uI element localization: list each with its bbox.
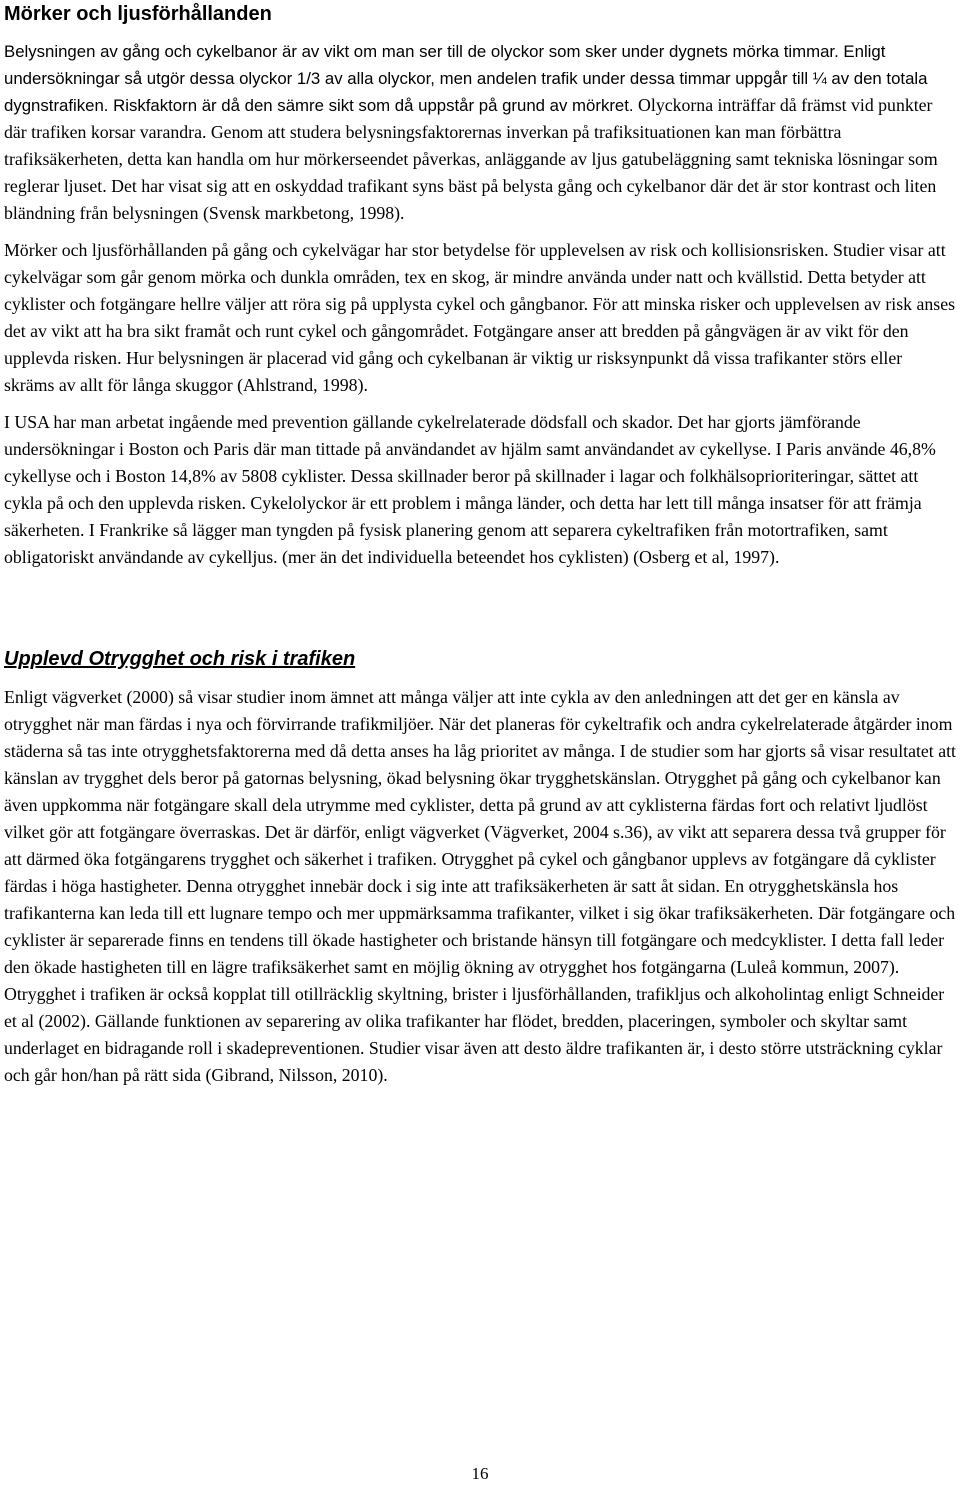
page-number: 16: [471, 1464, 489, 1483]
paragraph-lighting-intro: [4, 38, 956, 227]
document-page: [4, 0, 956, 1099]
paragraph-insecurity: Enligt vägverket (2000) så visar studier inom ämnet att många väljer att inte cykla av den anledningen att det ger en känsla av otrygghet när man färdas i nya och förvirrande trafikmiljöer. När det planeras för cykeltrafik och andra cykelrelaterade åtgärder inom städerna så tas inte otrygghetsfaktorerna med då detta anses ha låg prioritet av många. I de studier som har gjorts så visar resultatet att känslan av trygghet dels beror på gatornas belysning, ökad belysning ökar trygghetskänslan. Otrygghet på gång och cykelbanor kan även uppkomma när fotgängare skall dela utrymme med cyklister, detta på grund av att cyklisterna färdas fort och relativt ljudlöst vilket gör att fotgängare överraskas. Det är därför, enligt vägverket (Vägverket, 2004 s.36), av vikt att separera dessa två grupper för att därmed öka fotgängarens trygghet och säkerhet i trafiken. Otrygghet på cykel och gångbanor upplevs av fotgängare då cyklister färdas i höga hastigheter. Denna otrygghet innebär dock i sig inte att trafiksäkerheten är satt åt sidan. En otrygghetskänsla hos trafikanterna kan leda till ett lugnare tempo och mer uppmärksamma trafikanter, vilket i sig ökar trafiksäkerheten. Där fotgängare och cyklister är separerade finns en tendens till ökade hastigheter och bristande hänsyn till fotgängare och medcyklister. I detta fall leder den ökade hastigheten till en lägre trafiksäkerhet samt en möjlig ökning av otrygghet hos fotgängarna (Luleå kommun, 2007). Otrygghet i trafiken är också kopplat till otillräcklig skyltning, brister i ljusförhållanden, trafikljus och alkoholintag enligt Schneider et al (2002). Gällande funktionen av separering av olika trafikanter har flödet, bredden, placeringen, symboler och skyltar samt underlaget en bidragande roll i skadepreventionen. Studier visar även att desto äldre trafikanten är, i desto större utsträckning cyklar och går hon/han på rätt sida (Gibrand, Nilsson, 2010).: [4, 687, 956, 1085]
paragraph-usa-prevention: I USA har man arbetat ingående med prevention gällande cykelrelaterade dödsfall och skador. Det har gjorts jämförande undersökningar i Boston och Paris där man tittade på användandet av hjälm samt användandet av cykellyse. I Paris använde 46,8% cykellyse och i Boston 14,8% av 5808 cyklister. Dessa skillnader beror på skillnader i lagar och folkhälsoprioriteringar, sättet att cykla på och den upplevda risken. Cykelolyckor är ett problem i många länder, och detta har lett till många insatser för att främja säkerheten. I Frankrike så lägger man tyngden på fysisk planering genom att separera cykeltrafiken från motortrafiken, samt obligatoriskt användande av cykelljus. (mer än det individuella beteendet hos cyklisten) (Osberg et al, 1997).: [4, 412, 936, 567]
paragraph-lighting-intro-sans: Belysningen av gång och cykelbanor är av vikt om man ser till de olyckor som sker under dygnets mörka timmar. Enligt undersökningar så utgör dessa olyckor 1/3 av alla olyckor, men andelen trafik under dessa timmar uppgår till ¼ av den totala dygnstrafiken. Riskfaktorn är då den sämre sikt som då uppstår på grund av mörkret.: [4, 42, 928, 115]
section-heading-darkness: Mörker och ljusförhållanden: [4, 3, 272, 25]
paragraph-lighting-intro-serif: Olyckorna inträffar då främst vid punkter där trafiken korsar varandra. Genom att studera belysningsfaktorernas inverkan på trafiksituationen kan man förbättra trafiksäkerheten, detta kan handla om hur mörkerseendet påverkas, anläggande av ljus gatubeläggning samt tekniska lösningar som reglerar ljuset. Det har visat sig att en oskyddad trafikant syns bäst på belysta gång och cykelbanor där det är stor kontrast och liten bländning från belysningen (Svensk markbetong, 1998).: [4, 95, 938, 223]
paragraph-risk-perception: Mörker och ljusförhållanden på gång och cykelvägar har stor betydelse för upplevelsen av risk och kollisionsrisken. Studier visar att cykelvägar som går genom mörka och dunkla områden, tex en skog, är mindre använda under natt och kvällstid. Detta betyder att cyklister och fotgängare hellre väljer att röra sig på upplysta cykel och gångbanor. För att minska risker och upplevelsen av risk anses det av vikt att ha bra sikt framåt och runt cykel och gångområdet. Fotgängare anser att bredden på gångvägen är av vikt för den upplevda risken. Hur belysningen är placerad vid gång och cykelbanan är viktig ur risksynpunkt då vissa trafikanter störs eller skräms av allt för långa skuggor (Ahlstrand, 1998).: [4, 240, 956, 395]
section-heading-insecurity: Upplevd Otrygghet och risk i trafiken: [4, 648, 356, 670]
